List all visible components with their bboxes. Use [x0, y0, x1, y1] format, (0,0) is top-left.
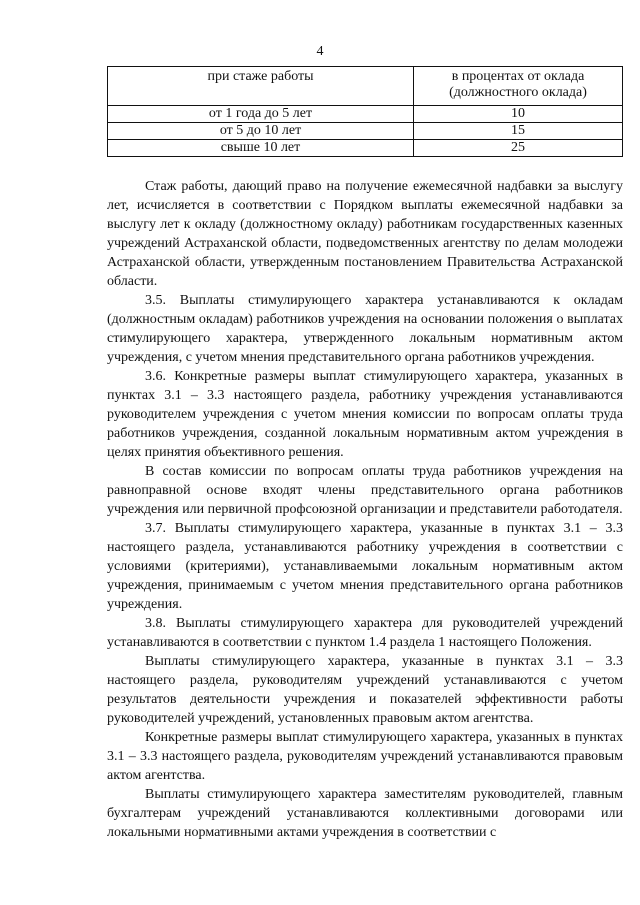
table-header-row	[108, 67, 623, 106]
table-cell: от 1 года до 5 лет	[108, 106, 414, 123]
paragraph: 3.8. Выплаты стимулирующего характера для руководителей учреждений устанавливаются в соответствии с пунктом 1.4 раздела 1 настоящего Положения.	[107, 616, 623, 650]
seniority-table	[107, 66, 623, 157]
paragraph: Стаж работы, дающий право на получение ежемесячной надбавки за выслугу лет, исчисляется в соответствии с Порядком выплаты ежемесячной надбавки за выслугу лет к окладу (должностному окладу) работникам государственных казенных учреждений Астраханской области, подведомственных агентству по делам молодежи Астраханской области, утвержденным постановлением Правительства Астраханской области.	[107, 179, 623, 289]
page-number: 4	[316, 44, 324, 59]
table-cell: свыше 10 лет	[108, 140, 414, 157]
paragraph: Выплаты стимулирующего характера заместителям руководителей, главным бухгалтерам учреждений устанавливаются коллективными договорами или локальными нормативными актами учреждения в соответствии с	[107, 787, 623, 840]
paragraph: 3.6. Конкретные размеры выплат стимулирующего характера, указанных в пунктах 3.1 – 3.3 настоящего раздела, работнику учреждения устанавливаются руководителем учреждения с учетом мнения комиссии по вопросам оплаты труда работников учреждения, созданной локальным нормативным актом учреждения в целях принятия объективного решения.	[107, 369, 623, 460]
table-cell: 10	[414, 106, 623, 123]
table-row	[108, 140, 623, 157]
paragraph: В состав комиссии по вопросам оплаты труда работников учреждения на равноправной основе входят члены представительного органа работников учреждения или первичной профсоюзной организации и представители работодателя.	[107, 464, 623, 517]
paragraph: 3.7. Выплаты стимулирующего характера, указанные в пунктах 3.1 – 3.3 настоящего раздела, устанавливаются работнику учреждения в соответствии с условиями (критериями), устанавливаемыми локальным нормативным актом учреждения, принимаемым с учетом мнения представительного органа работников учреждения.	[107, 521, 623, 612]
table-row	[108, 123, 623, 140]
table-cell: от 5 до 10 лет	[108, 123, 414, 140]
paragraph: Конкретные размеры выплат стимулирующего характера, указанных в пунктах 3.1 – 3.3 настоящего раздела, руководителям учреждений устанавливаются правовым актом агентства.	[107, 730, 623, 783]
table-header-cell: в процентах от оклада (должностного оклада)	[414, 67, 623, 106]
paragraph: 3.5. Выплаты стимулирующего характера устанавливаются к окладам (должностным окладам) работников учреждения на основании положения о выплатах стимулирующего характера, утвержденного локальным нормативным актом учреждения, с учетом мнения представительного органа работников учреждения.	[107, 293, 623, 365]
body-text	[107, 177, 623, 842]
paragraph: Выплаты стимулирующего характера, указанные в пунктах 3.1 – 3.3 настоящего раздела, руководителям учреждений устанавливаются с учетом результатов деятельности учреждения и показателей эффективности работы руководителей учреждений, установленных правовым актом агентства.	[107, 654, 623, 726]
table-row	[108, 106, 623, 123]
table-cell: 25	[414, 140, 623, 157]
table-cell: 15	[414, 123, 623, 140]
table-header-cell: при стаже работы	[108, 67, 414, 106]
